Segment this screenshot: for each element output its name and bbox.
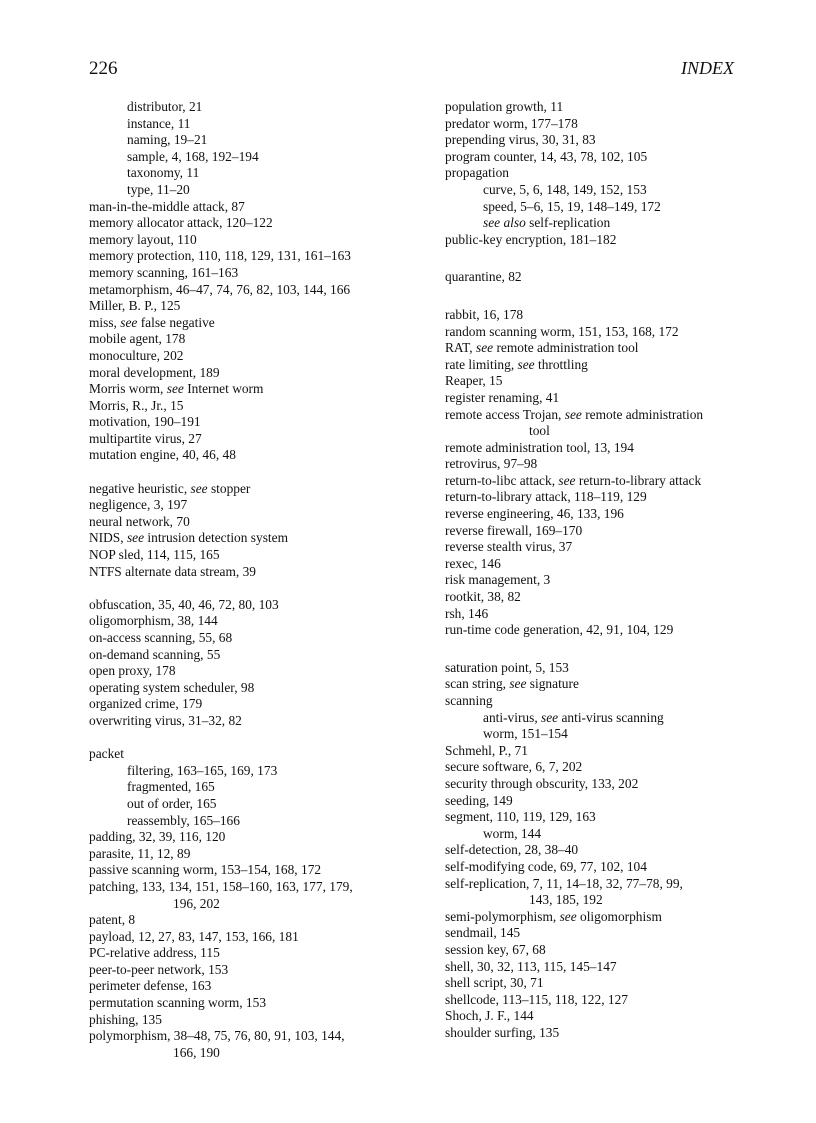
index-entry: negligence, 3, 197	[89, 497, 188, 513]
index-entry: seeding, 149	[445, 792, 513, 808]
index-entry: predator worm, 177–178	[445, 115, 578, 131]
index-column-left	[89, 99, 419, 1061]
index-text: scan string,	[445, 676, 510, 692]
index-text: NIDS,	[89, 530, 127, 546]
index-entry: neural network, 70	[89, 513, 190, 529]
index-entry: monoculture, 202	[89, 347, 184, 363]
running-heading: INDEX	[681, 58, 734, 78]
index-entry: NTFS alternate data stream, 39	[89, 563, 256, 579]
index-entry: passive scanning worm, 153–154, 168, 172	[89, 862, 322, 878]
index-entry: quarantine, 82	[445, 269, 522, 285]
index-entry: payload, 12, 27, 83, 147, 153, 166, 181	[89, 928, 299, 944]
index-text: rate limiting,	[445, 356, 518, 372]
index-text: RAT,	[445, 340, 476, 356]
index-text: signature	[526, 676, 579, 692]
index-entry: peer-to-peer network, 153	[89, 961, 229, 977]
index-text: return-to-libc attack,	[445, 472, 559, 488]
index-entry: saturation point, 5, 153	[445, 659, 569, 675]
index-entry: Reaper, 15	[445, 373, 503, 389]
index-text: negative heuristic,	[89, 480, 191, 496]
index-entry: memory allocator attack, 120–122	[89, 215, 273, 231]
index-entry: moral development, 189	[89, 364, 220, 380]
index-entry: reverse engineering, 46, 133, 196	[445, 506, 624, 522]
index-entry: secure software, 6, 7, 202	[445, 759, 583, 775]
index-entry: self-replication, 7, 11, 14–18, 32, 77–78, 99,	[445, 875, 683, 891]
cross-reference-marker: see	[509, 676, 527, 692]
index-entry: open proxy, 178	[89, 663, 176, 679]
index-entry: public-key encryption, 181–182	[445, 231, 617, 247]
index-column-right	[445, 99, 745, 1041]
index-entry: padding, 32, 39, 116, 120	[89, 829, 226, 845]
index-subentry: worm, 151–154	[483, 726, 568, 742]
index-text: Internet worm	[183, 381, 264, 397]
index-entry: packet	[89, 746, 124, 762]
index-entry	[445, 473, 745, 490]
index-subentry: sample, 4, 168, 192–194	[127, 148, 259, 164]
index-entry-continuation: tool	[529, 423, 550, 439]
index-entry: prepending virus, 30, 31, 83	[445, 132, 596, 148]
index-entry: propagation	[445, 165, 509, 181]
cross-reference-marker: see	[559, 908, 577, 924]
index-entry: memory scanning, 161–163	[89, 264, 239, 280]
index-entry: reverse firewall, 169–170	[445, 522, 583, 538]
index-entry: retrovirus, 97–98	[445, 456, 538, 472]
index-entry: organized crime, 179	[89, 696, 203, 712]
index-entry	[89, 530, 419, 547]
index-entry-continuation: 196, 202	[173, 895, 220, 911]
index-entry-continuation: 166, 190	[173, 1044, 220, 1060]
index-subentry: worm, 144	[483, 825, 542, 841]
index-text: semi-polymorphism,	[445, 908, 560, 924]
index-subentry: type, 11–20	[127, 181, 190, 197]
index-entry	[89, 481, 419, 498]
index-entry: phishing, 135	[89, 1011, 162, 1027]
index-entry: parasite, 11, 12, 89	[89, 845, 191, 861]
index-text: false negative	[137, 314, 215, 330]
cross-reference-marker: see	[517, 356, 535, 372]
index-entry: register renaming, 41	[445, 389, 560, 405]
index-entry: NOP sled, 114, 115, 165	[89, 547, 220, 563]
index-subentry: fragmented, 165	[127, 779, 215, 795]
index-entry: self-modifying code, 69, 77, 102, 104	[445, 858, 647, 874]
index-entry: Shoch, J. F., 144	[445, 1008, 534, 1024]
index-subentry: naming, 19–21	[127, 132, 208, 148]
index-entry: sendmail, 145	[445, 925, 521, 941]
cross-reference-marker: see	[126, 530, 145, 546]
index-gap	[445, 286, 745, 307]
index-entry: program counter, 14, 43, 78, 102, 105	[445, 148, 648, 164]
index-subentry: distributor, 21	[127, 99, 203, 114]
index-entry: population growth, 11	[445, 99, 564, 114]
index-entry: mutation engine, 40, 46, 48	[89, 447, 236, 463]
index-entry	[445, 676, 745, 693]
index-entry: patent, 8	[89, 912, 136, 928]
index-entry: operating system scheduler, 98	[89, 679, 255, 695]
index-text: intrusion detection system	[144, 530, 288, 546]
index-entry: shell script, 30, 71	[445, 975, 544, 991]
index-entry: memory protection, 110, 118, 129, 131, 161–163	[89, 248, 351, 264]
cross-reference-marker: see	[564, 406, 582, 422]
index-entry: on-demand scanning, 55	[89, 646, 221, 662]
index-entry: rsh, 146	[445, 605, 489, 621]
index-text: self-replication	[525, 215, 611, 231]
index-entry-continuation: 143, 185, 192	[529, 892, 603, 908]
index-entry: reverse stealth virus, 37	[445, 539, 573, 555]
index-text: remote administration tool	[493, 340, 639, 356]
index-entry	[445, 340, 745, 357]
index-text: miss,	[89, 314, 121, 330]
index-entry: patching, 133, 134, 151, 158–160, 163, 177, 179,	[89, 878, 353, 894]
index-entry: segment, 110, 119, 129, 163	[445, 809, 596, 825]
index-subentry: speed, 5–6, 15, 19, 148–149, 172	[483, 198, 661, 214]
index-text: oligomorphism	[576, 908, 662, 924]
index-text: return-to-library attack	[575, 472, 702, 488]
index-entry: motivation, 190–191	[89, 414, 201, 430]
index-subentry: filtering, 163–165, 169, 173	[127, 762, 278, 778]
index-entry: scanning	[445, 693, 493, 708]
index-subentry: out of order, 165	[127, 795, 217, 811]
index-subentry: taxonomy, 11	[127, 165, 200, 181]
index-entry: self-detection, 28, 38–40	[445, 842, 579, 858]
index-subentry	[445, 710, 745, 727]
index-entry: permutation scanning worm, 153	[89, 995, 267, 1011]
cross-reference-marker: see	[120, 314, 138, 330]
index-entry: Morris, R., Jr., 15	[89, 397, 184, 413]
index-text: stopper	[207, 480, 251, 496]
index-subentry: curve, 5, 6, 148, 149, 152, 153	[483, 181, 647, 197]
index-entry: run-time code generation, 42, 91, 104, 129	[445, 622, 674, 638]
cross-reference-marker: see	[476, 340, 494, 356]
index-entry: risk management, 3	[445, 572, 551, 588]
index-entry	[445, 407, 745, 424]
cross-reference-marker: see	[166, 381, 184, 397]
index-entry: return-to-library attack, 118–119, 129	[445, 489, 647, 505]
index-entry: shoulder surfing, 135	[445, 1024, 560, 1040]
index-text: Morris worm,	[89, 381, 167, 397]
index-entry: shell, 30, 32, 113, 115, 145–147	[445, 958, 617, 974]
index-entry: shellcode, 113–115, 118, 122, 127	[445, 991, 628, 1007]
index-gap	[445, 248, 745, 269]
cross-reference-marker: see	[541, 709, 559, 725]
index-subentry	[445, 215, 745, 232]
index-entry: obfuscation, 35, 40, 46, 72, 80, 103	[89, 596, 279, 612]
index-entry: Miller, B. P., 125	[89, 298, 181, 314]
index-entry: rootkit, 38, 82	[445, 589, 521, 605]
index-entry: random scanning worm, 151, 153, 168, 172	[445, 323, 679, 339]
index-text: anti-virus,	[483, 709, 542, 725]
index-entry	[445, 909, 745, 926]
index-entry: remote administration tool, 13, 194	[445, 439, 634, 455]
index-entry	[89, 381, 419, 398]
index-text: remote administration	[581, 406, 704, 422]
index-entry: rabbit, 16, 178	[445, 306, 524, 322]
cross-reference-marker: see	[558, 472, 576, 488]
index-entry: multipartite virus, 27	[89, 430, 202, 446]
cross-reference-marker: see	[190, 480, 208, 496]
index-entry: PC-relative address, 115	[89, 945, 220, 961]
index-entry: oligomorphism, 38, 144	[89, 613, 218, 629]
index-gap	[89, 464, 419, 481]
index-entry: mobile agent, 178	[89, 331, 186, 347]
index-entry: on-access scanning, 55, 68	[89, 630, 233, 645]
index-entry: metamorphism, 46–47, 74, 76, 82, 103, 144, 166	[89, 281, 351, 297]
index-subentry: reassembly, 165–166	[127, 812, 240, 828]
page-number: 226	[89, 58, 118, 79]
index-entry: overwriting virus, 31–32, 82	[89, 712, 242, 728]
cross-reference-marker: see also	[483, 215, 526, 231]
index-entry: session key, 67, 68	[445, 941, 546, 957]
index-text: anti-virus scanning	[558, 709, 664, 725]
index-gap	[445, 639, 745, 660]
index-entry: Schmehl, P., 71	[445, 742, 528, 758]
index-entry: man-in-the-middle attack, 87	[89, 198, 245, 214]
index-subentry: instance, 11	[127, 115, 191, 131]
index-text: remote access Trojan,	[445, 406, 565, 422]
index-gap	[89, 730, 419, 747]
index-entry: memory layout, 110	[89, 231, 197, 247]
index-entry: security through obscurity, 133, 202	[445, 775, 639, 791]
index-entry	[89, 315, 419, 332]
index-gap	[89, 580, 419, 597]
index-entry: perimeter defense, 163	[89, 978, 212, 994]
index-entry: rexec, 146	[445, 555, 501, 571]
index-entry: polymorphism, 38–48, 75, 76, 80, 91, 103, 144,	[89, 1028, 345, 1044]
index-entry	[445, 357, 745, 374]
index-text: throttling	[534, 356, 588, 372]
